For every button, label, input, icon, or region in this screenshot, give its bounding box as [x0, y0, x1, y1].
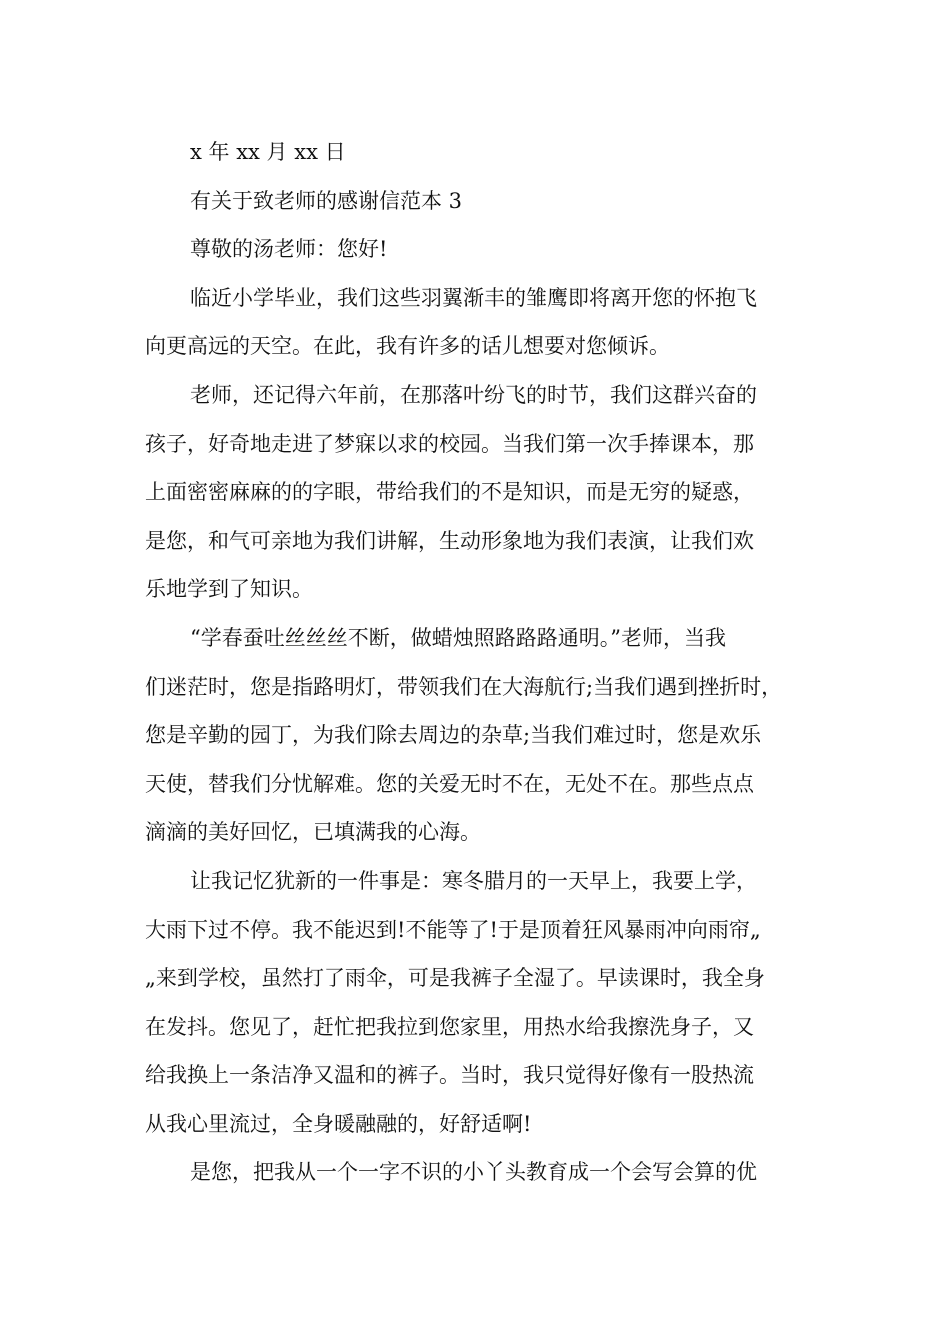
paragraph-line: 是您，把我从一个一字不识的小丫头教育成一个会写会算的优 — [190, 1160, 757, 1185]
paragraph-line: 孩子，好奇地走进了梦寐以求的校园。当我们第一次手捧课本，那 — [145, 431, 754, 456]
letter-body — [145, 128, 821, 1197]
paragraph-2 — [145, 371, 821, 614]
paragraph-line: „来到学校，虽然打了雨伞，可是我裤子全湿了。早读课时，我全身 — [145, 966, 765, 991]
paragraph-line: 您是辛勤的园丁，为我们除去周边的杂草;当我们难过时，您是欢乐 — [145, 723, 762, 748]
paragraph-line: 们迷茫时，您是指路明灯，带领我们在大海航行;当我们遇到挫折时， — [145, 674, 783, 699]
paragraph-line: 向更高远的天空。在此，我有许多的话儿想要对您倾诉。 — [145, 334, 670, 359]
paragraph-line: 从我心里流过，全身暖融融的，好舒适啊! — [145, 1111, 532, 1136]
paragraph-line: 让我记忆犹新的一件事是：寒冬腊月的一天早上，我要上学， — [190, 868, 757, 893]
paragraph-3 — [145, 614, 821, 857]
paragraph-line: 在发抖。您见了，赶忙把我拉到您家里，用热水给我擦洗身子，又 — [145, 1014, 754, 1039]
paragraph-4 — [145, 857, 821, 1149]
paragraph-line: 临近小学毕业，我们这些羽翼渐丰的雏鹰即将离开您的怀抱飞 — [190, 285, 757, 310]
paragraph-5 — [145, 1148, 821, 1197]
date-line: x 年 xx 月 xx 日 — [190, 140, 346, 164]
paragraph-line: 滴滴的美好回忆，已填满我的心海。 — [145, 820, 481, 845]
paragraph-line: 乐地学到了知识。 — [145, 577, 313, 602]
paragraph-line: 是您，和气可亲地为我们讲解，生动形象地为我们表演，让我们欢 — [145, 528, 754, 553]
paragraph-line: 老师，还记得六年前，在那落叶纷飞的时节，我们这群兴奋的 — [190, 382, 757, 407]
paragraph-line: 上面密密麻麻的的字眼，带给我们的不是知识，而是无穷的疑惑， — [145, 480, 754, 505]
salutation: 尊敬的汤老师：您好! — [190, 237, 388, 262]
paragraph-line: 给我换上一条洁净又温和的裤子。当时，我只觉得好像有一股热流 — [145, 1063, 754, 1088]
paragraph-line: 天使，替我们分忧解难。您的关爱无时不在，无处不在。那些点点 — [145, 771, 754, 796]
paragraph-line: 大雨下过不停。我不能迟到!不能等了!于是顶着狂风暴雨冲向雨帘„ — [145, 917, 761, 942]
paragraph-1 — [145, 274, 821, 371]
paragraph-line: “学春蚕吐丝丝丝不断，做蜡烛照路路路通明。”老师，当我 — [190, 625, 726, 650]
letter-heading: 有关于致老师的感谢信范本 3 — [190, 188, 463, 213]
